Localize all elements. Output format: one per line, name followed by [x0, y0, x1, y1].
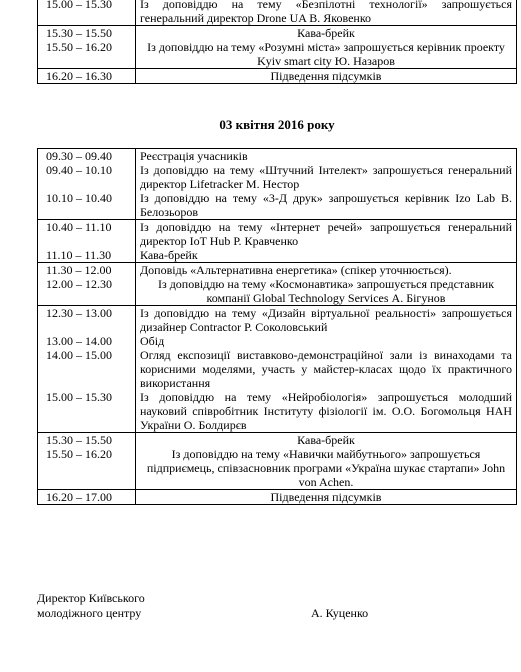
description-cell: Підведення підсумків — [136, 490, 517, 505]
description-cell: Доповідь «Альтернативна енергетика» (спікер уточнюється). — [136, 263, 517, 278]
time-cell: 14.00 – 15.00 — [38, 348, 136, 390]
time-cell: 11.10 – 11.30 — [38, 248, 136, 263]
table-row — [38, 220, 517, 249]
description-cell: Із доповіддю на тему «Космонавтика» запрошується представник компанії Global Technology Services А. Бігунов — [136, 277, 517, 306]
table-row — [38, 390, 517, 433]
time-cell: 09.30 – 09.40 — [38, 149, 136, 164]
time-cell: 10.10 – 10.40 — [38, 191, 136, 220]
table-row — [38, 248, 517, 263]
day2-date-heading: 03 квітня 2016 року — [219, 117, 335, 132]
time-cell: 16.20 – 16.30 — [38, 69, 136, 84]
table-row — [38, 149, 517, 164]
description-cell: Із доповіддю на тему «Дизайн віртуальної реальності» запрошується дизайнер Contractor Р. Соколовський — [136, 306, 517, 335]
table-row — [38, 348, 517, 390]
time-cell: 10.40 – 11.10 — [38, 220, 136, 249]
signature-title-line1: Директор Київського — [37, 591, 145, 605]
description-cell: Кава-брейк — [136, 26, 517, 41]
table-row — [38, 40, 517, 69]
description-cell: Із доповіддю на тему «Нейробіологія» запрошується молодший науковий співробітник Інституту фізіології ім. О.О. Богомольця НАН України О. Болдирєв — [136, 390, 517, 433]
time-cell: 12.00 – 12.30 — [38, 277, 136, 306]
time-cell: 12.30 – 13.00 — [38, 306, 136, 335]
time-cell: 15.00 – 15.30 — [38, 0, 136, 26]
time-cell: 16.20 – 17.00 — [38, 490, 136, 505]
day1-schedule-table — [37, 0, 517, 84]
time-cell: 15.50 – 16.20 — [38, 40, 136, 69]
description-cell: Підведення підсумків — [136, 69, 517, 84]
description-cell: Кава-брейк — [136, 433, 517, 448]
table-row — [38, 277, 517, 306]
time-cell: 15.00 – 15.30 — [38, 390, 136, 433]
description-cell: Із доповіддю на тему «Інтернет речей» запрошується генеральний директор IoT Hub Р. Кравченко — [136, 220, 517, 249]
day2-schedule-table — [37, 148, 517, 505]
table-row — [38, 490, 517, 505]
description-cell: Із доповіддю на тему «Штучний Інтелект» запрошується генеральний директор Lifetracker М. Нестор — [136, 163, 517, 191]
description-cell: Огляд експозиції виставково-демонстраційної зали із винаходами та корисними моделями, участь у майстер-класах щодо їх практичного використання — [136, 348, 517, 390]
table-row — [38, 447, 517, 490]
time-cell: 09.40 – 10.10 — [38, 163, 136, 191]
description-cell: Із доповіддю на тему «Розумні міста» запрошується керівник проекту Kyiv smart city Ю. Назаров — [136, 40, 517, 69]
time-cell: 15.50 – 16.20 — [38, 447, 136, 490]
description-cell: Кава-брейк — [136, 248, 517, 263]
description-cell: Із доповіддю на тему «3-Д друк» запрошується керівник Izo Lab В. Белозьоров — [136, 191, 517, 220]
table-row — [38, 26, 517, 41]
description-cell: Із доповіддю на тему «Навички майбутнього» запрошується підприємець, співзасновник програми «Україна шукає стартапи» John von Achen. — [136, 447, 517, 490]
time-cell: 15.30 – 15.50 — [38, 433, 136, 448]
description-cell: Реєстрація учасників — [136, 149, 517, 164]
signature-name: А. Куценко — [311, 606, 369, 620]
table-row — [38, 163, 517, 191]
table-row — [38, 433, 517, 448]
table-row — [38, 263, 517, 278]
table-row — [38, 306, 517, 335]
signature-title — [37, 591, 145, 621]
time-cell: 13.00 – 14.00 — [38, 334, 136, 348]
table-row — [38, 191, 517, 220]
table-row — [38, 0, 517, 26]
time-cell: 15.30 – 15.50 — [38, 26, 136, 41]
table-row — [38, 69, 517, 84]
signature-title-line2: молодіжного центру — [37, 606, 142, 620]
time-cell: 11.30 – 12.00 — [38, 263, 136, 278]
description-cell: Із доповіддю на тему «Безпілотні технології» запрошується генеральний директор Drone UA В. Яковенко — [136, 0, 517, 26]
description-cell: Обід — [136, 334, 517, 348]
table-row — [38, 334, 517, 348]
